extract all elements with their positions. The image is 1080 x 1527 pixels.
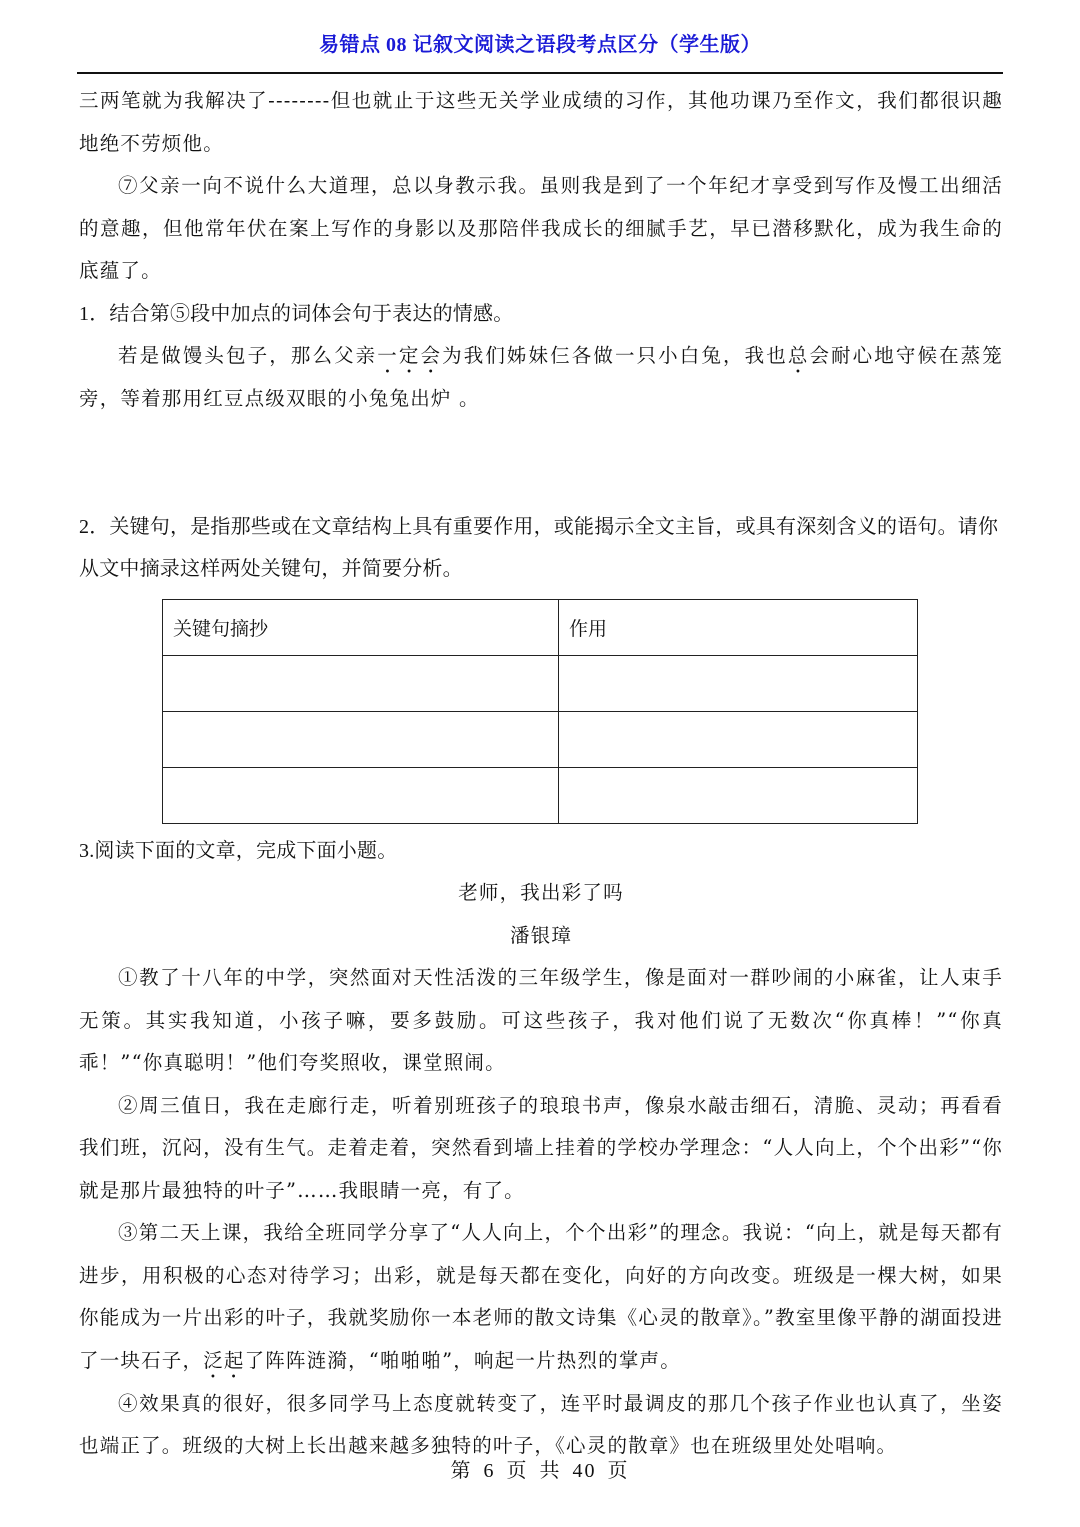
- page-content: [79, 80, 1003, 1468]
- article-paragraph-2: ②周三值日，我在走廊行走，听着别班孩子的琅琅书声，像泉水敲击细石，清脆、灵动；再看看我们班，沉闷，没有生气。走着走着，突然看到墙上挂着的学校办学理念：“人人向上，个个出彩”“你就是那片最独特的叶子”……我眼睛一亮，有了。: [79, 1093, 1003, 1202]
- emphasized-word: 泛起: [203, 1348, 245, 1372]
- question-1-prompt: 1．结合第⑤段中加点的词体会句于表达的情感。: [79, 302, 514, 325]
- article-paragraph-3: [79, 1212, 1003, 1383]
- table-cell[interactable]: [559, 767, 918, 823]
- question-2-prompt: 2．关键句，是指那些或在文章结构上具有重要作用，或能揭示全文主旨，或具有深刻含义的语句。请你从文中摘录这样两处关键句，并简要分析。: [79, 515, 999, 580]
- key-sentence-table: [162, 599, 918, 824]
- article-author: 潘银璋: [509, 923, 573, 947]
- table-row: [163, 655, 918, 711]
- table-cell[interactable]: [559, 655, 918, 711]
- quote-text: 会耐心地守候在蒸笼旁，等着那用红豆点级双眼的小兔兔出炉 。: [79, 344, 1003, 410]
- table-header-cell: 关键句摘抄: [163, 599, 559, 655]
- table-cell[interactable]: [163, 767, 559, 823]
- article-title: 老师，我出彩了吗: [458, 881, 624, 904]
- table-row: [163, 711, 918, 767]
- question-1-quote: [79, 335, 1003, 421]
- quote-text: 若是做馒头包子，那么父亲: [118, 344, 378, 367]
- article-paragraph-4: ④效果真的很好，很多同学马上态度就转变了，连平时最调皮的那几个孩子作业也认真了，坐姿也端正了。班级的大树上长出越来越多独特的叶子，《心灵的散章》也在班级里处处唱响。: [79, 1391, 1003, 1457]
- table-row: [163, 767, 918, 823]
- paragraph-text: ③第二天上课，我给全班同学分享了“人人向上，个个出彩”的理念。我说：“向上，就是每天都有进步，用积极的心态对待学习；出彩，就是每天都在变化，向好的方向改变。班级是一棵大树，如果你能成为一片出彩的叶子，我就奖励你一本老师的散文诗集《心灵的散章》。”教室里像平静的湖面投进了一块石子，: [79, 1221, 1003, 1372]
- table-header-row: [163, 599, 918, 655]
- table-cell[interactable]: [163, 655, 559, 711]
- emphasized-word: 总: [787, 344, 810, 367]
- question-3-prompt: 3.阅读下面的文章，完成下面小题。: [79, 839, 398, 862]
- table-cell[interactable]: [559, 711, 918, 767]
- article-paragraph-1: ①教了十八年的中学，突然面对天性活泼的三年级学生，像是面对一群吵闹的小麻雀，让人束手无策。其实我知道，小孩子嘛，要多鼓励。可这些孩子，我对他们说了无数次“你真棒！”“你真乖！”“你真聪明！”他们夸奖照收，课堂照闹。: [79, 966, 1003, 1074]
- quote-text: 为我们姊妹仨各做一只小白兔，我也: [442, 344, 788, 367]
- header-divider: [77, 72, 1003, 74]
- table-header-cell: 作用: [559, 599, 918, 655]
- document-header-title: 易错点 08 记叙文阅读之语段考点区分（学生版）: [319, 34, 761, 56]
- page-number: 第 6 页 共 40 页: [450, 1460, 630, 1482]
- emphasized-word: 一定会: [377, 344, 443, 367]
- continued-paragraph: 三两笔就为我解决了--------但也就止于这些无关学业成绩的习作，其他功课乃至作文，我们都很识趣地绝不劳烦他。: [79, 89, 1003, 155]
- answer-space: [79, 421, 1003, 506]
- paragraph-text: 了阵阵涟漪，“啪啪啪”，响起一片热烈的掌声。: [244, 1348, 681, 1372]
- paragraph-7: ⑦父亲一向不说什么大道理，总以身教示我。虽则我是到了一个年纪才享受到写作及慢工出细活的意趣，但他常年伏在案上写作的身影以及那陪伴我成长的细腻手艺，早已潜移默化，成为我生命的底蕴了。: [79, 174, 1003, 282]
- table-cell[interactable]: [163, 711, 559, 767]
